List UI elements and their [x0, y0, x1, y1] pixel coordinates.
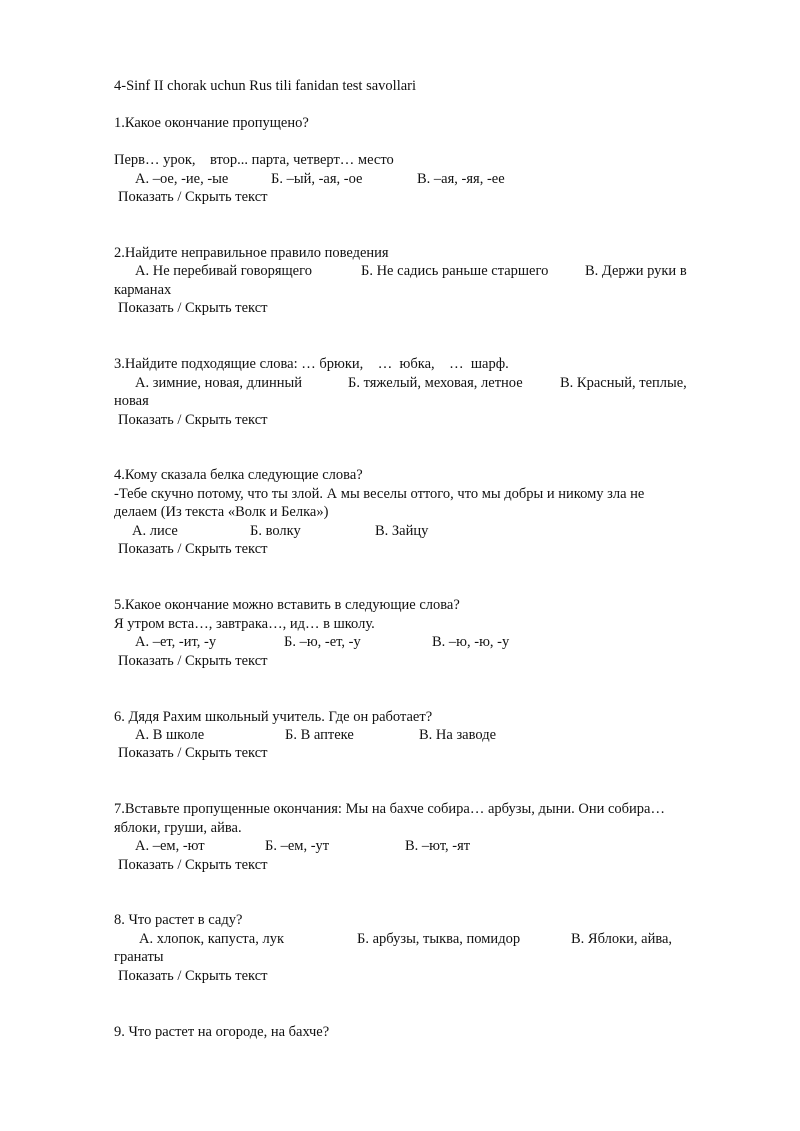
question-1-option-a: А. –ое, -ие, -ые	[135, 171, 229, 187]
question-3-option-c: В. Красный, теплые,	[560, 375, 687, 391]
question-8-title: 8. Что растет в саду?	[114, 912, 243, 928]
question-7-title: 7.Вставьте пропущенные окончания: Мы на бахче собира… арбузы, дыни. Они собира…	[114, 801, 665, 817]
question-3-option-a: А. зимние, новая, длинный	[135, 375, 303, 391]
question-2-option-a: А. Не перебивай говорящего	[135, 263, 312, 279]
question-8-continuation: гранаты	[114, 949, 164, 965]
question-8-option-b: Б. арбузы, тыква, помидор	[357, 931, 521, 947]
question-6-option-b: Б. В аптеке	[285, 727, 354, 743]
question-4-option-c: В. Зайцу	[375, 523, 429, 539]
question-2-option-b: Б. Не садись раньше старшего	[361, 263, 549, 279]
question-1-title: 1.Какое окончание пропущено?	[114, 115, 309, 131]
question-5-toggle-text-link[interactable]: Показать / Скрыть текст	[118, 653, 268, 669]
question-3-title: 3.Найдите подходящие слова: … брюки, … юбка, … шарф.	[114, 356, 509, 372]
question-8-option-c: В. Яблоки, айва,	[571, 931, 673, 947]
question-4-text-line-2: делаем (Из текста «Волк и Белка»)	[114, 504, 329, 520]
question-7-option-c: В. –ют, -ят	[405, 838, 471, 854]
question-5-option-c: В. –ю, -ю, -у	[432, 634, 510, 650]
question-6-title: 6. Дядя Рахим школьный учитель. Где он работает?	[114, 709, 433, 725]
question-3-option-b: Б. тяжелый, меховая, летное	[348, 375, 523, 391]
question-2-toggle-text-link[interactable]: Показать / Скрыть текст	[118, 300, 268, 316]
question-5-option-a: А. –ет, -ит, -у	[135, 634, 217, 650]
question-2-title: 2.Найдите неправильное правило поведения	[114, 245, 389, 261]
document-page	[114, 0, 754, 1131]
question-3-toggle-text-link[interactable]: Показать / Скрыть текст	[118, 412, 268, 428]
question-4-option-b: Б. волку	[250, 523, 301, 539]
question-4-title: 4.Кому сказала белка следующие слова?	[114, 467, 363, 483]
question-3-continuation: новая	[114, 393, 149, 409]
question-6-option-a: А. В школе	[135, 727, 205, 743]
question-8-option-a: А. хлопок, капуста, лук	[139, 931, 285, 947]
question-4-option-a: А. лисе	[132, 523, 178, 539]
question-4-toggle-text-link[interactable]: Показать / Скрыть текст	[118, 541, 268, 557]
question-5-text: Я утром вста…, завтрака…, ид… в школу.	[114, 616, 375, 632]
question-4-text-line-1: -Тебе скучно потому, что ты злой. А мы веселы оттого, что мы добры и никому зла не	[114, 486, 645, 502]
question-2-continuation: карманах	[114, 282, 172, 298]
document-header: 4-Sinf II chorak uchun Rus tili fanidan test savollari	[114, 78, 417, 94]
question-2-option-c: В. Держи руки в	[585, 263, 687, 279]
question-5-option-b: Б. –ю, -ет, -у	[284, 634, 361, 650]
question-8-toggle-text-link[interactable]: Показать / Скрыть текст	[118, 968, 268, 984]
question-1-option-c: В. –ая, -яя, -ее	[417, 171, 505, 187]
question-1-toggle-text-link[interactable]: Показать / Скрыть текст	[118, 189, 268, 205]
question-6-toggle-text-link[interactable]: Показать / Скрыть текст	[118, 745, 268, 761]
question-5-title: 5.Какое окончание можно вставить в следующие слова?	[114, 597, 460, 613]
question-6-option-c: В. На заводе	[419, 727, 497, 743]
question-1-text: Перв… урок, втор... парта, четверт… место	[114, 152, 394, 168]
question-7-option-b: Б. –ем, -ут	[265, 838, 330, 854]
question-7-toggle-text-link[interactable]: Показать / Скрыть текст	[118, 857, 268, 873]
question-1-option-b: Б. –ый, -ая, -ое	[271, 171, 363, 187]
question-7-option-a: А. –ем, -ют	[135, 838, 205, 854]
question-7-text: яблоки, груши, айва.	[114, 820, 242, 836]
question-9-title: 9. Что растет на огороде, на бахче?	[114, 1024, 330, 1040]
